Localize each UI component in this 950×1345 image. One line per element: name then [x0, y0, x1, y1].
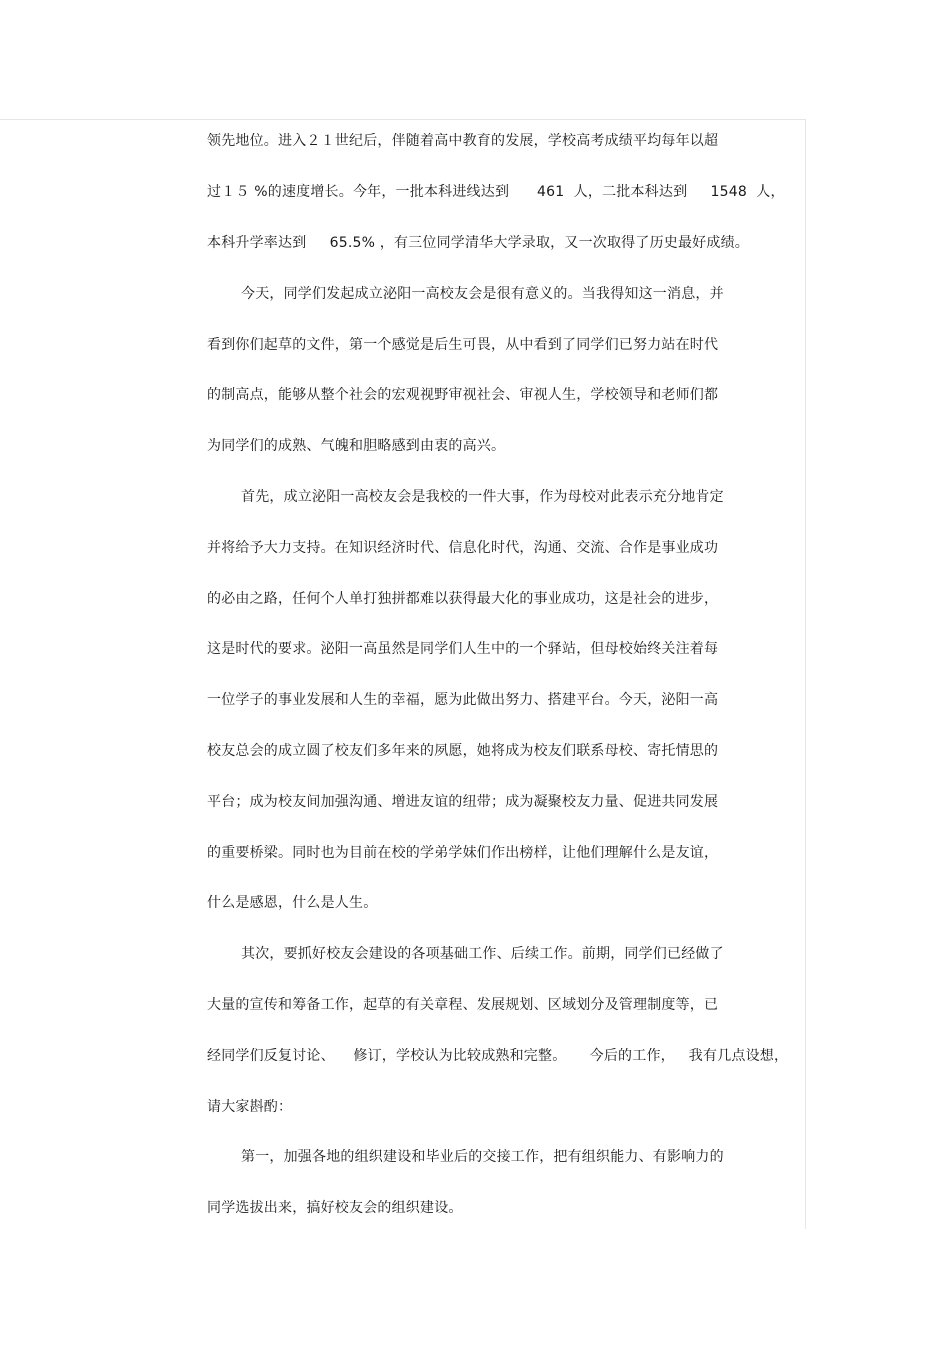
text-line: 同学选拔出来，搞好校友会的组织建设。	[207, 1200, 463, 1216]
text-line: 大量的宣传和筹备工作，起草的有关章程、发展规划、区域划分及管理制度等，已	[207, 997, 719, 1013]
text-line: 并将给予大力支持。在知识经济时代、信息化时代，沟通、交流、合作是事业成功	[207, 540, 719, 556]
text-line: 的必由之路，任何个人单打独拼都难以获得最大化的事业成功，这是社会的进步，	[207, 591, 719, 607]
text-line: 请大家斟酌：	[207, 1099, 293, 1115]
paragraph-start-line: 第一，加强各地的组织建设和毕业后的交接工作，把有组织能力、有影响力的	[241, 1149, 724, 1165]
paragraph-start-line: 首先，成立泌阳一高校友会是我校的一件大事，作为母校对此表示充分地肯定	[241, 489, 724, 505]
text-line: 领先地位。进入２１世纪后，伴随着高中教育的发展，学校高考成绩平均每年以超	[207, 133, 719, 149]
text-line: 校友总会的成立圆了校友们多年来的夙愿，她将成为校友们联系母校、寄托情思的	[207, 743, 719, 759]
text-line: 的重要桥梁。同时也为目前在校的学弟学妹们作出榜样，让他们理解什么是友谊，	[207, 845, 719, 861]
text-line: 过１５ %的速度增长。今年，一批本科进线达到 461 人，二批本科达到 1548 人，	[207, 184, 785, 200]
text-line: 为同学们的成熟、气魄和胆略感到由衷的高兴。	[207, 438, 506, 454]
text-line: 看到你们起草的文件，第一个感觉是后生可畏，从中看到了同学们已努力站在时代	[207, 337, 719, 353]
text-line: 一位学子的事业发展和人生的幸福，愿为此做出努力、搭建平台。今天，泌阳一高	[207, 692, 719, 708]
paragraph-start-line: 今天，同学们发起成立泌阳一高校友会是很有意义的。当我得知这一消息，并	[241, 286, 724, 302]
text-line: 经同学们反复讨论、 修订，学校认为比较成熟和完整。 今后的工作， 我有几点设想，	[207, 1048, 789, 1064]
text-line: 的制高点，能够从整个社会的宏观视野审视社会、审视人生，学校领导和老师们都	[207, 387, 719, 403]
text-line: 什么是感恩，什么是人生。	[207, 895, 378, 911]
paragraph-start-line: 其次，要抓好校友会建设的各项基础工作、后续工作。前期，同学们已经做了	[241, 946, 724, 962]
text-line: 本科升学率达到 65.5% ，有三位同学清华大学录取，又一次取得了历史最好成绩。	[207, 235, 749, 251]
text-line: 这是时代的要求。泌阳一高虽然是同学们人生中的一个驿站，但母校始终关注着每	[207, 641, 719, 657]
text-line: 平台；成为校友间加强沟通、增进友谊的纽带；成为凝聚校友力量、促进共同发展	[207, 794, 719, 810]
